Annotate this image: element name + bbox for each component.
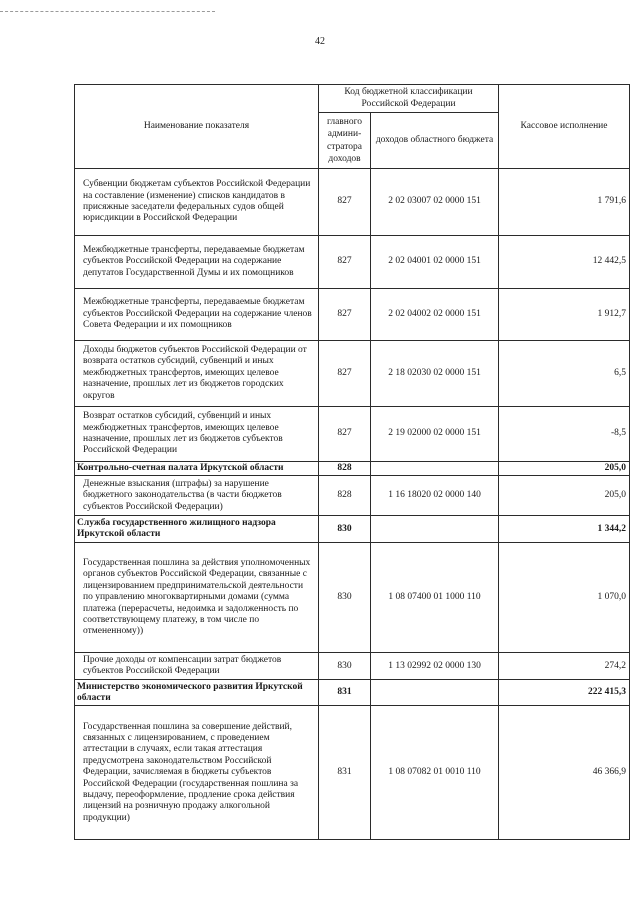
row-name: Государственная пошлина за действия уполномоченных органов субъектов Российской Федерации, связанные с лицензированием предпринимательской деятельности по управлению многоквартирными домами (сумма платежа (перерасчеты, недоимка и задолженность по соответствующему платежу, в том числе по отмененному))	[75, 543, 319, 653]
row-admin: 830	[319, 516, 371, 543]
row-code	[371, 680, 499, 706]
page-number: 42	[315, 36, 325, 47]
table-row	[75, 236, 630, 289]
row-amount: 6,5	[499, 341, 630, 407]
row-admin: 828	[319, 462, 371, 476]
org-total: 222 415,3	[499, 680, 630, 706]
row-name: Межбюджетные трансферты, передаваемые бюджетам субъектов Российской Федерации на содержание депутатов Государственной Думы и их помощников	[75, 236, 319, 289]
header-execution: Кассовое исполнение	[499, 85, 630, 169]
org-total: 205,0	[499, 462, 630, 476]
header-budget-code: Код бюджетной классификации Российской Федерации	[319, 85, 499, 113]
row-admin: 827	[319, 169, 371, 236]
row-amount: 12 442,5	[499, 236, 630, 289]
table-row	[75, 289, 630, 341]
org-row	[75, 680, 630, 706]
row-amount: 1 070,0	[499, 543, 630, 653]
header-admin: главного админи-стратора доходов	[319, 113, 371, 169]
row-code: 2 18 02030 02 0000 151	[371, 341, 499, 407]
row-code: 2 19 02000 02 0000 151	[371, 407, 499, 462]
row-code: 1 13 02992 02 0000 130	[371, 653, 499, 680]
table-row	[75, 341, 630, 407]
row-amount: -8,5	[499, 407, 630, 462]
row-admin: 827	[319, 236, 371, 289]
row-admin: 827	[319, 341, 371, 407]
row-name: Межбюджетные трансферты, передаваемые бюджетам субъектов Российской Федерации на содержание членов Совета Федерации и их помощников	[75, 289, 319, 341]
scan-artifact-line	[0, 11, 215, 12]
row-name: Субвенции бюджетам субъектов Российской Федерации на составление (изменение) списков кандидатов в присяжные заседатели федеральных судов общей юрисдикции в Российской Федерации	[75, 169, 319, 236]
row-code	[371, 462, 499, 476]
table-row	[75, 169, 630, 236]
row-amount: 205,0	[499, 476, 630, 516]
row-code: 1 16 18020 02 0000 140	[371, 476, 499, 516]
row-admin: 828	[319, 476, 371, 516]
row-code: 1 08 07082 01 0010 110	[371, 706, 499, 840]
row-admin: 827	[319, 289, 371, 341]
org-row	[75, 462, 630, 476]
org-row	[75, 516, 630, 543]
row-code: 2 02 03007 02 0000 151	[371, 169, 499, 236]
table-row	[75, 543, 630, 653]
row-name: Доходы бюджетов субъектов Российской Федерации от возврата остатков субсидий, субвенций и иных межбюджетных трансфертов, имеющих целевое назначение, прошлых лет из бюджетов городских округов	[75, 341, 319, 407]
org-name: Служба государственного жилищного надзора Иркутской области	[75, 516, 319, 543]
header-income: доходов областного бюджета	[371, 113, 499, 169]
row-admin: 830	[319, 543, 371, 653]
row-amount: 46 366,9	[499, 706, 630, 840]
row-admin: 827	[319, 407, 371, 462]
table-row	[75, 407, 630, 462]
row-code: 2 02 04001 02 0000 151	[371, 236, 499, 289]
row-code: 1 08 07400 01 1000 110	[371, 543, 499, 653]
row-name: Возврат остатков субсидий, субвенций и иных межбюджетных трансфертов, имеющих целевое назначение, прошлых лет из бюджетов субъектов Российской Федерации	[75, 407, 319, 462]
org-name: Министерство экономического развития Иркутской области	[75, 680, 319, 706]
org-total: 1 344,2	[499, 516, 630, 543]
row-name: Государственная пошлина за совершение действий, связанных с лицензированием, с проведением аттестации в случаях, если такая аттестация предусмотрена законодательством Российской Федерации, зачисляемая в бюджеты субъектов Российской Федерации (государственная пошлина за выдачу, переоформление, продление срока действия лицензий на розничную продажу алкогольной продукции)	[75, 706, 319, 840]
table-row	[75, 476, 630, 516]
revenue-table	[74, 84, 630, 840]
row-amount: 1 791,6	[499, 169, 630, 236]
table-row	[75, 653, 630, 680]
row-admin: 831	[319, 680, 371, 706]
row-admin: 831	[319, 706, 371, 840]
row-amount: 274,2	[499, 653, 630, 680]
row-admin: 830	[319, 653, 371, 680]
row-amount: 1 912,7	[499, 289, 630, 341]
header-indicator: Наименование показателя	[75, 85, 319, 169]
row-code	[371, 516, 499, 543]
row-name: Прочие доходы от компенсации затрат бюджетов субъектов Российской Федерации	[75, 653, 319, 680]
org-name: Контрольно-счетная палата Иркутской области	[75, 462, 319, 476]
table-row	[75, 706, 630, 840]
row-name: Денежные взыскания (штрафы) за нарушение бюджетного законодательства (в части бюджетов субъектов Российской Федерации)	[75, 476, 319, 516]
row-code: 2 02 04002 02 0000 151	[371, 289, 499, 341]
